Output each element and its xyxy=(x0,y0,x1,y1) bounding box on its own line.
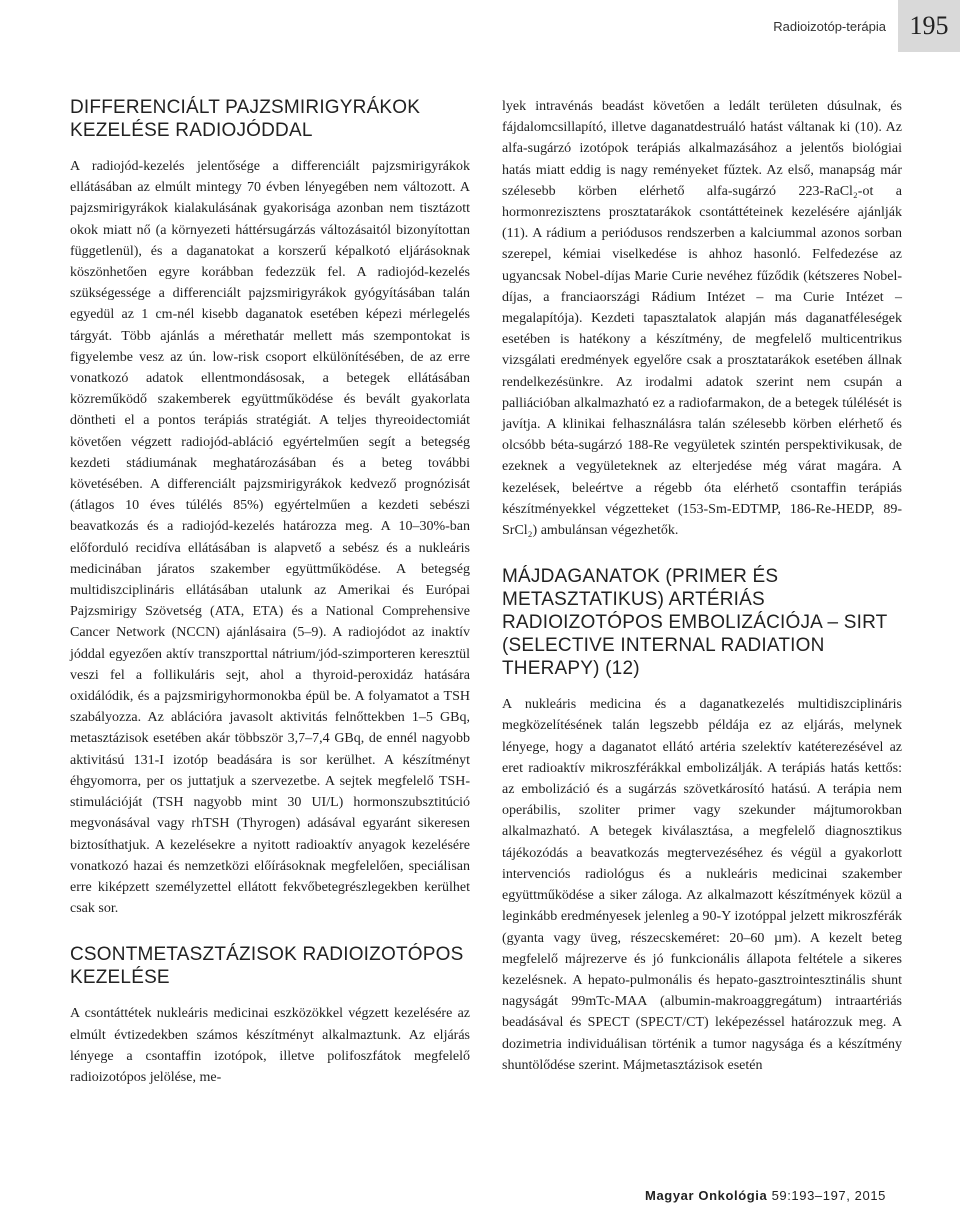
section-body-bone-metastases: A csontáttétek nukleáris medicinai eszközökkel végzett kezelésére az elmúlt évtizedekben számos készítményt alkalmaztunk. Az eljárás lényege a csontaffin izotópok, illetve polifoszfátok megfelelő radioizotópos jelölése, me- xyxy=(70,1006,470,1085)
section-title-liver-sirt: MÁJDAGANATOK (PRIMER ÉS METASZTATIKUS) ARTÉRIÁS RADIOIZOTÓPOS EMBOLIZÁCIÓJA – SIRT (SELECTIVE INTERNAL RADIATION THERAPY) (12) xyxy=(502,566,888,680)
section-title-thyroid: DIFFERENCIÁLT PAJZSMIRIGYRÁKOK KEZELÉSE RADIOJÓDDAL xyxy=(70,97,421,141)
left-column xyxy=(70,96,470,1088)
right-column xyxy=(502,96,902,1076)
section-title-bone-metastases: CSONTMETASZTÁZISOK RADIOIZOTÓPOS KEZELÉSE xyxy=(70,944,464,989)
section-body-bone-metastases-cont: lyek intravénás beadást követően a ledált területen dúsulnak, és fájdalomcsillapító, illetve daganatdestruáló hatást váltanak ki (10). Az alfa-sugárzó izotópok terápiás alkalmazásához a jelentős biológiai hatás miatt eddig is nagy reményeket fűztek. Az első, manapság már szélesebb körben elérhető alfa-sugárzó 223-RaCl₂-ot a hormonrezisztens prosztatarákok csontáttéteinek kezelésére ajánlják (11). A rádium a periódusos rendszerben a kalciummal azonos sorban szerepel, kémiai viselkedése is ahhoz hasonló. Felfedezése az ugyancsak Nobel-díjas Marie Curie nevéhez fűződik (kétszeres Nobel-díjas, a franciaországi Rádium Intézet – ma Curie Intézet – megalapítója). Kezdeti tapasztalatok alapján más daganatféleségek esetében is hatékony a készítmény, de megfelelő multicentrikus vizsgálati eredmények egyelőre csak a prosztatarákok esetében állnak rendelkezésünkre. Az irodalmi adatok szerint nem csupán a palliációban alkalmazható ez a radiofarmakon, de a betegek túlélését is javítja. A klinikai felhasználásra talán szélesebb körben elérhető és olcsóbb béta-sugárzó 188-Re vegyületek szintén perspektivikusak, de ezeknek a vegyületeknek az elterjedése még várat magára. A kezelések, beleértve a régebb óta elérhető csontaffin terápiás készítményekkel végzetteket (153-Sm-EDTMP, 186-Re-HEDP, 89-SrCl₂) ambulánsan végezhetők. xyxy=(502,99,902,539)
running-head: Radioizotóp-terápia xyxy=(773,19,886,34)
page-number: 195 xyxy=(898,0,960,52)
journal-name: Magyar Onkológia xyxy=(645,1188,768,1203)
section-body-thyroid: A radiojód-kezelés jelentősége a differenciált pajzsmirigyrákok ellátásában az elmúlt mintegy 70 évben lényegében nem változott. A pajzsmirigyrákok kialakulásának gyakorisága azonban nem tisztázott okok miatt nő (a környezeti háttérsugárzás változásaitól bizonyítottan függetlenül), és a daganatokat a korszerű képalkotó eljárásoknak köszönhetően egyre korábban fedezzük fel. A radiojód-kezelés szükségessége a differenciált pajzsmirigyrákok gyógyításában talán egyedül az 1 cm-nél kisebb daganatok esetében képezi mérlegelés tárgyát. Több ajánlás a mérethatár mellett más szempontokat is figyelembe vesz az ún. low-risk csoport elkülönítésében, de az erre vonatkozó adatok ellentmondásosak, a betegek ellátásában közreműködő szakemberek együttműködése és bevált gyakorlata döntheti el a pontos terápiás stratégiát. A teljes thyreoidectomiát követően végzett radiojód-abláció egyértelműen segít a betegség kezdeti stádiumának meghatározásában és a beteg további követésében. A differenciált pajzsmirigyrákok kedvező prognózisát (átlagos 10 éves túlélés 85%) egyértelműen a kezdeti sebészi beavatkozás és a radiojód-kezelés határozza meg. A 10–30%-ban előforduló recidíva ellátásában is alapvető a sebész és a nukleáris medicinában járatos szakember együttműködése. A betegség multidiszciplináris ellátásában utalunk az Amerikai és Európai Pajzsmirigy Szövetség (ATA, ETA) és a National Comprehensive Cancer Network (NCCN) ajánlásaira (5–9). A radiojódot az inaktív jóddal egyezően aktív transzporttal nátrium/jód-szimporteren keresztül veszi fel a follikuláris sejt, ahol a thyroid-peroxidáz hatására oxidálódik, és a pajzsmirigyhormonokba épül be. A folyamatot a TSH szabályozza. Az ablációra javasolt aktivitás felnőttekben 1–5 GBq, metasztázisok esetében akár többször 3,7–7,4 GBq, de ennél nagyobb aktivitású 131-I izotóp beadására is sor kerülhet. A készítményt éhgyomorra, per os juttatjuk a szervezetbe. A sejtek megfelelő TSH-stimulációját (TSH nagyobb mint 30 UI/L) hormonszubsztitúció megvonásával vagy rhTSH (Thyrogen) adásával egyaránt sikeresen biztosíthatjuk. A kezelésekre a nyitott radioaktív anyagok kezelésére vonatkozó hazai és nemzetközi előírásoknak megfelelően, speciálisan erre kiképzett személyzettel ellátott fekvőbetegrészlegekben kerülhet csak sor. xyxy=(70,159,470,917)
section-body-liver-sirt: A nukleáris medicina és a daganatkezelés multidiszciplináris megközelítésének talán legszebb példája ez az eljárás, melynek lényege, hogy a daganatot ellátó artéria szelektív katéterezésével az eret radioaktív mikroszférákkal embolizálják. A terápiás hatás kettős: az embolizáció és a sugárzás szövetkárosító hatású. A terápia nem operábilis, szoliter primer vagy szekunder májtumorokban alkalmazható. A betegek kiválasztása, a megfelelő diagnosztikus tájékozódás a beavatkozás megtervezéséhez és végül a gyakorlott intervenciós radiológus és a nukleáris medicinai szakember együttműködése a siker záloga. Az alkalmazott készítmények közül a leginkább eredményesek jelenleg a 90-Y izotóppal jelzett mikroszférák (gyanta vagy üveg, részecskeméret: 20–60 µm). A kezelt beteg megfelelő májrezerve és jó funkcionális állapota feltétele a sikeres kezelésnek. A hepato-pulmonális és hepato-gasztrointesztinális shunt nagyságát 99mTc-MAA (albumin-makroaggregátum) intraartériás beadásával és SPECT (SPECT/CT) leképezéssel határozzuk meg. A dozimetria individuálisan történik a tumor nagysága és a készítmény shuntölődése szerint. Májmetasztázisok esetén xyxy=(502,697,902,1073)
journal-citation: 59:193–197, 2015 xyxy=(771,1188,886,1203)
page-footer xyxy=(645,1188,886,1201)
page-header xyxy=(0,0,960,52)
